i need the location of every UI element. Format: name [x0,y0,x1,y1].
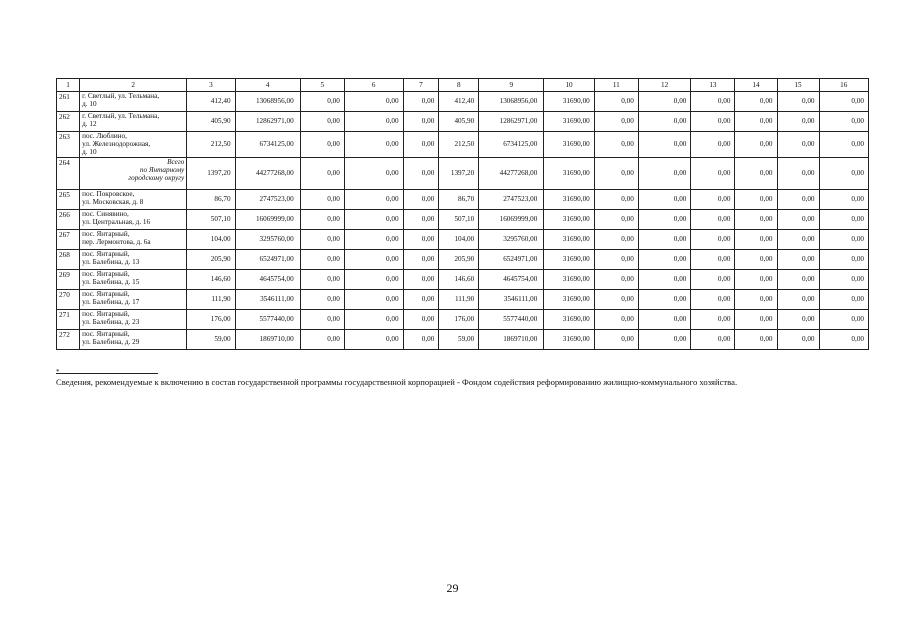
value-cell-col-10: 31690,00 [544,92,594,112]
value-cell-col-10: 31690,00 [544,209,594,229]
value-cell-col-7: 0,00 [403,132,439,158]
value-cell-col-15: 0,00 [777,132,819,158]
value-cell-col-6: 0,00 [344,269,403,289]
value-cell-col-11: 0,00 [594,92,638,112]
column-header: 14 [735,79,777,92]
value-cell-col-11: 0,00 [594,249,638,269]
value-cell-col-12: 0,00 [638,309,691,329]
table-body [57,92,869,350]
value-cell-col-15: 0,00 [777,249,819,269]
address-line: Всего [167,157,185,166]
address-line: ул. Московская, д. 8 [82,197,144,206]
address-line: пос. Синявино, [82,209,129,218]
value-cell-col-7: 0,00 [403,289,439,309]
column-header: 7 [403,79,439,92]
table-row [57,92,869,112]
value-cell-col-15: 0,00 [777,289,819,309]
value-cell-col-15: 0,00 [777,209,819,229]
value-cell-col-10: 31690,00 [544,309,594,329]
value-cell-col-15: 0,00 [777,229,819,249]
value-cell-col-6: 0,00 [344,189,403,209]
address-line: пос. Янтарный, [82,229,130,238]
value-cell-col-6: 0,00 [344,209,403,229]
value-cell-col-13: 0,00 [691,112,735,132]
value-cell-col-8: 405,90 [439,112,479,132]
column-header: 10 [544,79,594,92]
value-cell-col-16: 0,00 [819,289,868,309]
value-cell-col-8: 507,10 [439,209,479,229]
value-cell-col-14: 0,00 [735,269,777,289]
value-cell-col-9: 1869710,00 [479,329,544,349]
row-number-cell: 265 [57,189,80,209]
value-cell-col-6: 0,00 [344,289,403,309]
value-cell-col-3: 86,70 [187,189,235,209]
value-cell-col-3: 111,90 [187,289,235,309]
table-header-row [57,79,869,92]
table-row [57,309,869,329]
value-cell-col-8: 104,00 [439,229,479,249]
address-line: ул. Железнодорожная, [82,140,151,149]
value-cell-col-12: 0,00 [638,92,691,112]
value-cell-col-5: 0,00 [300,92,344,112]
row-number-cell: 261 [57,92,80,112]
footnote-rule [56,373,158,374]
value-cell-col-5: 0,00 [300,189,344,209]
value-cell-col-4: 3546111,00 [235,289,300,309]
table-row [57,229,869,249]
address-line: д. 10 [82,100,97,109]
value-cell-col-13: 0,00 [691,132,735,158]
value-cell-col-8: 59,00 [439,329,479,349]
value-cell-col-5: 0,00 [300,269,344,289]
address-cell [80,309,187,329]
value-cell-col-5: 0,00 [300,249,344,269]
value-cell-col-3: 205,90 [187,249,235,269]
value-cell-col-15: 0,00 [777,309,819,329]
value-cell-col-9: 44277268,00 [479,157,544,189]
value-cell-col-6: 0,00 [344,229,403,249]
value-cell-col-13: 0,00 [691,329,735,349]
value-cell-col-7: 0,00 [403,189,439,209]
address-line: городскому округу [128,174,185,183]
column-header: 1 [57,79,80,92]
value-cell-col-5: 0,00 [300,289,344,309]
value-cell-col-14: 0,00 [735,289,777,309]
address-line: ул. Балебина, д. 13 [82,257,140,266]
value-cell-col-3: 104,00 [187,229,235,249]
value-cell-col-11: 0,00 [594,112,638,132]
value-cell-col-16: 0,00 [819,329,868,349]
value-cell-col-11: 0,00 [594,269,638,289]
value-cell-col-7: 0,00 [403,329,439,349]
value-cell-col-4: 5577440,00 [235,309,300,329]
value-cell-col-7: 0,00 [403,249,439,269]
value-cell-col-5: 0,00 [300,309,344,329]
value-cell-col-10: 31690,00 [544,189,594,209]
value-cell-col-11: 0,00 [594,189,638,209]
value-cell-col-14: 0,00 [735,92,777,112]
value-cell-col-7: 0,00 [403,269,439,289]
table-row [57,269,869,289]
value-cell-col-3: 176,00 [187,309,235,329]
value-cell-col-10: 31690,00 [544,289,594,309]
value-cell-col-7: 0,00 [403,92,439,112]
value-cell-col-10: 31690,00 [544,329,594,349]
value-cell-col-13: 0,00 [691,209,735,229]
address-cell [80,132,187,158]
value-cell-col-6: 0,00 [344,157,403,189]
data-table [56,78,869,350]
row-number-cell: 263 [57,132,80,158]
value-cell-col-9: 5577440,00 [479,309,544,329]
value-cell-col-9: 4645754,00 [479,269,544,289]
value-cell-col-6: 0,00 [344,132,403,158]
table-row [57,329,869,349]
address-line: пос. Люблино, [82,132,127,140]
value-cell-col-16: 0,00 [819,112,868,132]
value-cell-col-16: 0,00 [819,92,868,112]
value-cell-col-5: 0,00 [300,112,344,132]
value-cell-col-7: 0,00 [403,157,439,189]
value-cell-col-14: 0,00 [735,229,777,249]
value-cell-col-4: 12862971,00 [235,112,300,132]
address-line: по Янтарному [139,165,185,174]
value-cell-col-16: 0,00 [819,269,868,289]
value-cell-col-7: 0,00 [403,209,439,229]
value-cell-col-8: 146,60 [439,269,479,289]
address-cell [80,189,187,209]
address-line: д. 12 [82,120,97,129]
row-number-cell: 269 [57,269,80,289]
column-header: 15 [777,79,819,92]
page-number: 29 [446,581,459,595]
value-cell-col-4: 44277268,00 [235,157,300,189]
table-row [57,112,869,132]
value-cell-col-13: 0,00 [691,189,735,209]
value-cell-col-13: 0,00 [691,229,735,249]
value-cell-col-12: 0,00 [638,289,691,309]
value-cell-col-5: 0,00 [300,329,344,349]
address-cell [80,229,187,249]
value-cell-col-12: 0,00 [638,112,691,132]
value-cell-col-3: 59,00 [187,329,235,349]
table-row [57,249,869,269]
value-cell-col-10: 31690,00 [544,269,594,289]
value-cell-col-10: 31690,00 [544,112,594,132]
value-cell-col-9: 3546111,00 [479,289,544,309]
address-line: пер. Лермонтова, д. 6а [82,237,151,246]
value-cell-col-14: 0,00 [735,329,777,349]
value-cell-col-4: 13068956,00 [235,92,300,112]
address-line: ул. Балебина, д. 17 [82,297,140,306]
value-cell-col-9: 13068956,00 [479,92,544,112]
value-cell-col-4: 2747523,00 [235,189,300,209]
value-cell-col-12: 0,00 [638,209,691,229]
value-cell-col-14: 0,00 [735,249,777,269]
value-cell-col-13: 0,00 [691,249,735,269]
value-cell-col-13: 0,00 [691,92,735,112]
table-row [57,209,869,229]
column-header: 13 [691,79,735,92]
value-cell-col-9: 3295760,00 [479,229,544,249]
value-cell-col-4: 16069999,00 [235,209,300,229]
row-number-cell: 270 [57,289,80,309]
value-cell-col-5: 0,00 [300,209,344,229]
row-number-cell: 268 [57,249,80,269]
column-header: 6 [344,79,403,92]
value-cell-col-9: 6734125,00 [479,132,544,158]
footnote-mark: * [56,368,60,376]
value-cell-col-16: 0,00 [819,209,868,229]
value-cell-col-12: 0,00 [638,157,691,189]
value-cell-col-6: 0,00 [344,249,403,269]
value-cell-col-4: 6734125,00 [235,132,300,158]
row-number-cell: 272 [57,329,80,349]
value-cell-col-8: 1397,20 [439,157,479,189]
column-header: 3 [187,79,235,92]
value-cell-col-5: 0,00 [300,132,344,158]
value-cell-col-3: 507,10 [187,209,235,229]
value-cell-col-8: 212,50 [439,132,479,158]
value-cell-col-14: 0,00 [735,112,777,132]
value-cell-col-12: 0,00 [638,269,691,289]
address-cell [80,92,187,112]
row-number-cell: 271 [57,309,80,329]
address-line: г. Светлый, ул. Тельмана, [82,112,160,120]
row-number-cell: 262 [57,112,80,132]
column-header: 8 [439,79,479,92]
value-cell-col-15: 0,00 [777,112,819,132]
value-cell-col-16: 0,00 [819,132,868,158]
value-cell-col-14: 0,00 [735,189,777,209]
column-header: 4 [235,79,300,92]
value-cell-col-4: 6524971,00 [235,249,300,269]
address-cell [80,329,187,349]
value-cell-col-16: 0,00 [819,189,868,209]
value-cell-col-7: 0,00 [403,309,439,329]
address-cell [80,269,187,289]
value-cell-col-15: 0,00 [777,329,819,349]
value-cell-col-9: 12862971,00 [479,112,544,132]
value-cell-col-8: 176,00 [439,309,479,329]
value-cell-col-5: 0,00 [300,157,344,189]
address-line: д. 10 [82,148,97,157]
value-cell-col-11: 0,00 [594,289,638,309]
value-cell-col-9: 6524971,00 [479,249,544,269]
address-line: ул. Балебина, д. 23 [82,317,140,326]
value-cell-col-14: 0,00 [735,309,777,329]
value-cell-col-16: 0,00 [819,229,868,249]
value-cell-col-10: 31690,00 [544,157,594,189]
value-cell-col-10: 31690,00 [544,132,594,158]
column-header: 12 [638,79,691,92]
value-cell-col-11: 0,00 [594,329,638,349]
value-cell-col-14: 0,00 [735,157,777,189]
value-cell-col-7: 0,00 [403,229,439,249]
value-cell-col-12: 0,00 [638,229,691,249]
total-label-cell [80,157,187,189]
value-cell-col-4: 3295760,00 [235,229,300,249]
value-cell-col-13: 0,00 [691,269,735,289]
value-cell-col-10: 31690,00 [544,229,594,249]
value-cell-col-15: 0,00 [777,189,819,209]
value-cell-col-13: 0,00 [691,309,735,329]
value-cell-col-12: 0,00 [638,329,691,349]
row-number-cell: 267 [57,229,80,249]
table-row [57,289,869,309]
value-cell-col-5: 0,00 [300,229,344,249]
table-row [57,189,869,209]
total-row [57,157,869,189]
value-cell-col-9: 16069999,00 [479,209,544,229]
value-cell-col-8: 412,40 [439,92,479,112]
value-cell-col-6: 0,00 [344,329,403,349]
footnote-text: Сведения, рекомендуемые к включению в состав государственной программы государственной корпорацией - Фондом содействия реформированию жилищно-коммунального хозяйства. [56,377,738,387]
value-cell-col-9: 2747523,00 [479,189,544,209]
value-cell-col-15: 0,00 [777,92,819,112]
value-cell-col-14: 0,00 [735,209,777,229]
table-row [57,132,869,158]
address-line: ул. Центральная, д. 16 [82,217,151,226]
row-number-cell: 264 [57,157,80,189]
value-cell-col-15: 0,00 [777,157,819,189]
value-cell-col-16: 0,00 [819,157,868,189]
value-cell-col-11: 0,00 [594,209,638,229]
address-line: пос. Янтарный, [82,309,130,318]
value-cell-col-4: 1869710,00 [235,329,300,349]
value-cell-col-7: 0,00 [403,112,439,132]
column-header: 9 [479,79,544,92]
value-cell-col-11: 0,00 [594,309,638,329]
column-header: 11 [594,79,638,92]
address-line: ул. Балебина, д. 29 [82,337,140,346]
value-cell-col-6: 0,00 [344,309,403,329]
address-line: пос. Янтарный, [82,249,130,258]
address-line: пос. Янтарный, [82,329,130,338]
value-cell-col-8: 86,70 [439,189,479,209]
value-cell-col-11: 0,00 [594,229,638,249]
address-line: ул. Балебина, д. 15 [82,277,140,286]
value-cell-col-8: 111,90 [439,289,479,309]
value-cell-col-8: 205,90 [439,249,479,269]
value-cell-col-16: 0,00 [819,249,868,269]
value-cell-col-11: 0,00 [594,157,638,189]
value-cell-col-10: 31690,00 [544,249,594,269]
value-cell-col-12: 0,00 [638,249,691,269]
value-cell-col-3: 412,40 [187,92,235,112]
value-cell-col-13: 0,00 [691,157,735,189]
value-cell-col-11: 0,00 [594,132,638,158]
value-cell-col-13: 0,00 [691,289,735,309]
value-cell-col-3: 146,60 [187,269,235,289]
value-cell-col-12: 0,00 [638,189,691,209]
value-cell-col-4: 4645754,00 [235,269,300,289]
value-cell-col-16: 0,00 [819,309,868,329]
row-number-cell: 266 [57,209,80,229]
value-cell-col-6: 0,00 [344,92,403,112]
value-cell-col-3: 1397,20 [187,157,235,189]
address-cell [80,209,187,229]
address-line: пос. Янтарный, [82,269,130,278]
address-cell [80,249,187,269]
value-cell-col-6: 0,00 [344,112,403,132]
data-table-container [56,78,869,350]
value-cell-col-3: 212,50 [187,132,235,158]
address-cell [80,289,187,309]
address-line: пос. Покровское, [82,189,135,198]
value-cell-col-14: 0,00 [735,132,777,158]
value-cell-col-12: 0,00 [638,132,691,158]
column-header: 5 [300,79,344,92]
address-line: г. Светлый, ул. Тельмана, [82,92,160,100]
column-header: 16 [819,79,868,92]
address-line: пос. Янтарный, [82,289,130,298]
column-header: 2 [80,79,187,92]
address-cell [80,112,187,132]
value-cell-col-3: 405,90 [187,112,235,132]
value-cell-col-15: 0,00 [777,269,819,289]
